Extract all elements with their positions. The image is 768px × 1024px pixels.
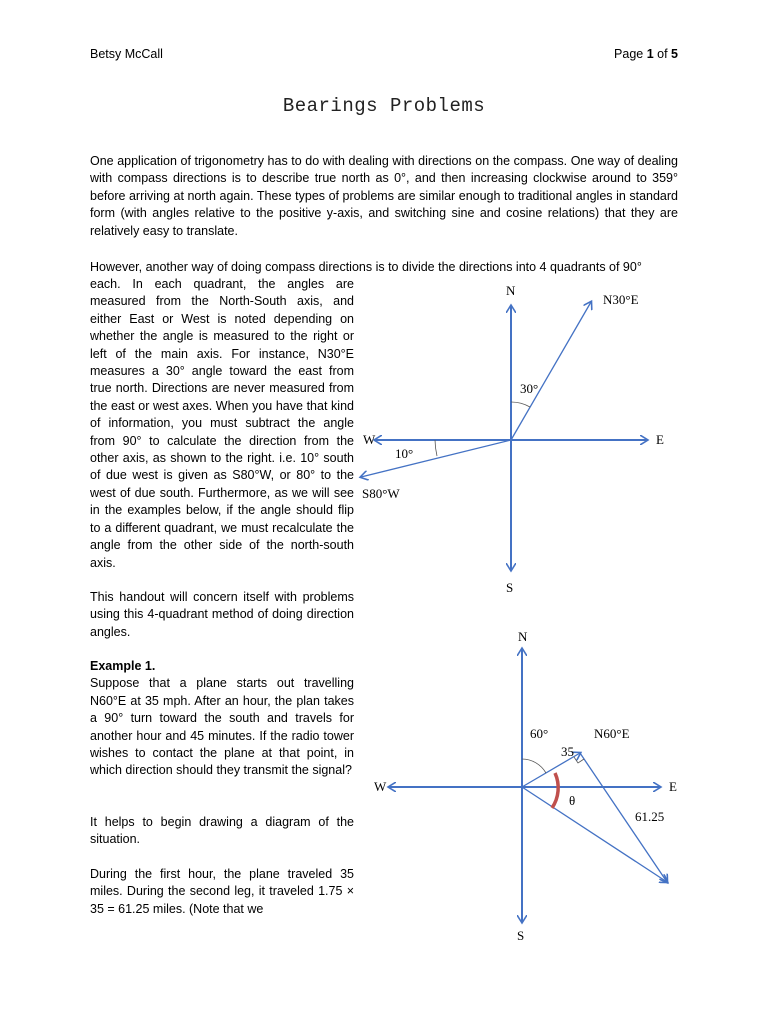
page-current: 1 [646,47,654,61]
compass-diagram-1 [355,280,675,600]
label-n: N [506,283,516,298]
example-text: Suppose that a plane starts out travelling N60°E at 35 mph. After an hour, the plan takes a 90° turn toward the south and travels for another hour and 45 minutes. If the radio tower wishes to contact the plane at that point, in which direction should they transmit the signal? [90,676,354,778]
label-angle-10: 10° [395,446,414,461]
diagram-hint-paragraph: It helps to begin drawing a diagram of the situation. [90,815,354,847]
label-s: S [506,580,514,595]
angle-10-arc [435,440,437,456]
label-angle-30: 30° [520,381,539,396]
page-total: 5 [671,47,678,61]
first-hour-paragraph: During the first hour, the plane traveled 35 miles. During the second leg, it traveled 1.75 × 35 = 61.25 miles. (Note that we [90,867,354,916]
compass-diagram-2 [365,625,695,950]
label-leg-6125: 61.25 [635,809,665,824]
example-title: Example 1. [90,659,156,673]
label-n60e: N60°E [594,726,630,741]
label-e: E [656,432,664,447]
handout-paragraph: This handout will concern itself with problems using this 4-quadrant method of doing direction angles. [90,590,354,639]
label-leg-35: 35 [561,744,574,759]
page-indicator [614,47,678,61]
page-title: Bearings Problems [282,95,486,117]
page-mid: of [653,47,672,61]
s80w-ray [361,440,511,477]
n30e-ray [511,302,591,440]
label-s: S [517,928,525,943]
example-1 [90,658,354,780]
label-w: W [363,432,376,447]
label-n: N [518,629,528,644]
label-angle-60: 60° [530,726,549,741]
quadrant-paragraph: each. In each quadrant, the angles are measured from the North-South axis, and either East or West is noted depending on whether the angle is measured to the right or left of the main axis. For instance, N30°E measures a 30° angle toward the east from true north. Directions are never measured from the east or west axes. When you have that kind of information, you must subtract the angle from 90° to calculate the direction from the other axis, as shown to the right. i.e. 10° south of due west is given as S80°W, or 80° to the west of due south. Furthermore, as we will see in the examples below, if the angle should flip to a different quadrant, we must recalculate the angle from the other side of the north-south axis. [90,277,354,570]
quadrant-paragraph-lead: However, another way of doing compass directions is to divide the directions into 4 quadrants of 90° [90,260,642,274]
label-w: W [374,779,387,794]
author-name: Betsy McCall [90,47,163,61]
angle-60-arc [522,759,546,773]
label-theta: θ [569,793,576,808]
resultant-ray [522,787,667,882]
intro-paragraph: One application of trigonometry has to do with dealing with directions on the compass. One way of dealing with compass directions is to describe true north as 0°, and then increasing clockwise around to 359° before arriving at north again. These types of problems are similar enough to traditional angles in standard form (with angles relative to the positive y-axis, and switching sine and cosine relations) that they are relatively easy to translate. [90,154,678,238]
page-prefix: Page [614,47,647,61]
label-s80w: S80°W [362,486,400,501]
angle-30-arc [511,402,530,407]
label-e: E [669,779,677,794]
theta-arc[interactable] [552,773,558,808]
right-angle-mark [574,757,584,763]
label-n30e: N30°E [603,292,639,307]
